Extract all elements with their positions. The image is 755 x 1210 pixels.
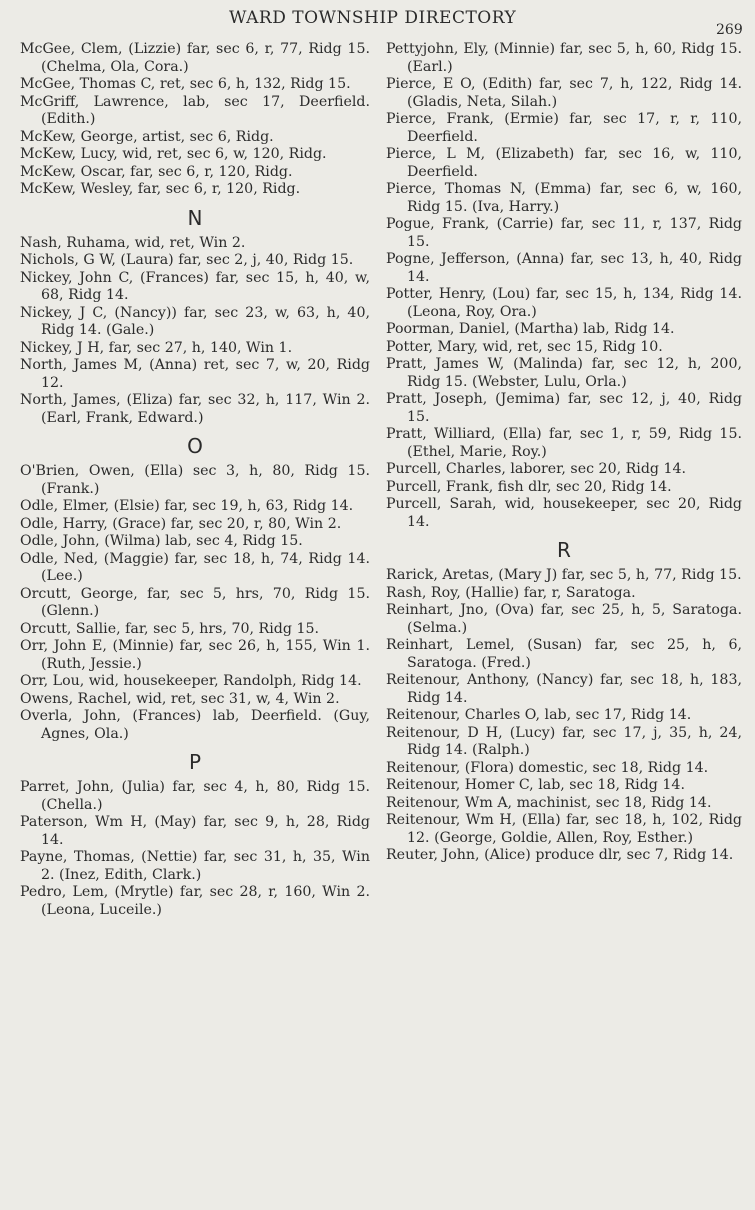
directory-entry: Nash, Ruhama, wid, ret, Win 2. bbox=[20, 234, 246, 251]
directory-entry: North, James M, (Anna) ret, sec 7, w, 20, Ridg 12. bbox=[20, 357, 370, 391]
directory-entry: Pratt, Joseph, (Jemima) far, sec 12, j, 40, Ridg 15. bbox=[386, 391, 742, 425]
directory-entry: Pratt, James W, (Malinda) far, sec 12, h, 200, Ridg 15. (Webster, Lulu, Orla.) bbox=[386, 356, 742, 390]
directory-entry: Purcell, Charles, laborer, sec 20, Ridg 14. bbox=[386, 461, 687, 477]
directory-entry: Odle, Elmer, (Elsie) far, sec 19, h, 63, Ridg 14. bbox=[20, 498, 354, 514]
directory-entry: Owens, Rachel, wid, ret, sec 31, w, 4, Win 2. bbox=[20, 690, 340, 707]
directory-entry: Payne, Thomas, (Nettie) far, sec 31, h, 35, Win 2. (Inez, Edith, Clark.) bbox=[20, 849, 370, 883]
directory-entry: Reuter, John, (Alice) produce dlr, sec 7, Ridg 14. bbox=[386, 847, 734, 863]
directory-entry: McKew, Wesley, far, sec 6, r, 120, Ridg. bbox=[20, 181, 301, 197]
directory-entry: Reinhart, Jno, (Ova) far, sec 25, h, 5, Saratoga. (Selma.) bbox=[386, 602, 742, 636]
directory-entry: McKew, Lucy, wid, ret, sec 6, w, 120, Ridg. bbox=[20, 146, 327, 162]
directory-entry: Nickey, John C, (Frances) far, sec 15, h, 40, w, 68, Ridg 14. bbox=[20, 269, 370, 303]
directory-entry: Nickey, J C, (Nancy)) far, sec 23, w, 63, h, 40, Ridg 14. (Gale.) bbox=[20, 304, 370, 338]
directory-entry: Pogne, Jefferson, (Anna) far, sec 13, h, 40, Ridg 14. bbox=[386, 251, 742, 285]
directory-entry: Reitenour, Anthony, (Nancy) far, sec 18, h, 183, Ridg 14. bbox=[386, 672, 742, 706]
directory-entry: Orcutt, George, far, sec 5, hrs, 70, Ridg 15. (Glenn.) bbox=[20, 585, 370, 619]
directory-entry: Purcell, Sarah, wid, housekeeper, sec 20, Ridg 14. bbox=[386, 496, 742, 530]
directory-entry: Pierce, E O, (Edith) far, sec 7, h, 122, Ridg 14. (Gladis, Neta, Silah.) bbox=[386, 76, 742, 110]
directory-entry: Odle, John, (Wilma) lab, sec 4, Ridg 15. bbox=[20, 533, 303, 549]
directory-entry: Pettyjohn, Ely, (Minnie) far, sec 5, h, 60, Ridg 15. (Earl.) bbox=[386, 41, 742, 75]
section-letter-heading: P bbox=[188, 750, 202, 774]
directory-entry: Pierce, Frank, (Ermie) far, sec 17, r, r, 110, Deerfield. bbox=[386, 111, 742, 145]
directory-entry: Pierce, Thomas N, (Emma) far, sec 6, w, 160, Ridg 15. (Iva, Harry.) bbox=[386, 181, 742, 215]
directory-entry: North, James, (Eliza) far, sec 32, h, 117, Win 2. (Earl, Frank, Edward.) bbox=[20, 392, 370, 426]
directory-entry: Poorman, Daniel, (Martha) lab, Ridg 14. bbox=[386, 321, 675, 337]
directory-entry: McKew, Oscar, far, sec 6, r, 120, Ridg. bbox=[20, 163, 293, 180]
right-column bbox=[386, 41, 742, 865]
page-header bbox=[0, 6, 755, 36]
directory-entry: Reitenour, (Flora) domestic, sec 18, Ridg 14. bbox=[386, 759, 709, 776]
directory-entry: McKew, George, artist, sec 6, Ridg. bbox=[20, 128, 274, 145]
directory-entry: Reitenour, D H, (Lucy) far, sec 17, j, 35, h, 24, Ridg 14. (Ralph.) bbox=[386, 724, 742, 758]
directory-title: WARD TOWNSHIP DIRECTORY bbox=[229, 8, 517, 28]
directory-entry: Odle, Harry, (Grace) far, sec 20, r, 80, Win 2. bbox=[20, 515, 342, 532]
directory-entry: Parret, John, (Julia) far, sec 4, h, 80, Ridg 15. (Chella.) bbox=[20, 779, 370, 813]
directory-entry: Nichols, G W, (Laura) far, sec 2, j, 40, Ridg 15. bbox=[20, 252, 354, 268]
section-letter-heading: R bbox=[557, 538, 571, 562]
directory-entry: Potter, Henry, (Lou) far, sec 15, h, 134, Ridg 14. (Leona, Roy, Ora.) bbox=[386, 286, 742, 320]
directory-entry: Rarick, Aretas, (Mary J) far, sec 5, h, 77, Ridg 15. bbox=[386, 567, 742, 583]
directory-entry: Reitenour, Charles O, lab, sec 17, Ridg 14. bbox=[386, 707, 692, 723]
directory-entry: McGriff, Lawrence, lab, sec 17, Deerfield. (Edith.) bbox=[20, 93, 370, 127]
directory-entry: Orcutt, Sallie, far, sec 5, hrs, 70, Ridg 15. bbox=[20, 620, 320, 637]
section-letter-heading: O bbox=[187, 434, 203, 458]
directory-entry: Pierce, L M, (Elizabeth) far, sec 16, w, 110, Deerfield. bbox=[386, 146, 742, 180]
directory-entry: Reitenour, Homer C, lab, sec 18, Ridg 14. bbox=[386, 777, 685, 793]
directory-entry: Paterson, Wm H, (May) far, sec 9, h, 28, Ridg 14. bbox=[20, 814, 370, 848]
page-number: 269 bbox=[716, 22, 743, 38]
directory-entry: Potter, Mary, wid, ret, sec 15, Ridg 10. bbox=[386, 338, 663, 355]
directory-entry: Odle, Ned, (Maggie) far, sec 18, h, 74, Ridg 14. (Lee.) bbox=[20, 550, 370, 584]
directory-entry: Orr, Lou, wid, housekeeper, Randolph, Ridg 14. bbox=[20, 673, 362, 689]
directory-entry: Orr, John E, (Minnie) far, sec 26, h, 155, Win 1. (Ruth, Jessie.) bbox=[20, 638, 370, 672]
directory-entry: Pedro, Lem, (Mrytle) far, sec 28, r, 160, Win 2. (Leona, Luceile.) bbox=[20, 884, 370, 918]
directory-entry: Purcell, Frank, fish dlr, sec 20, Ridg 14. bbox=[386, 478, 672, 495]
directory-entry: Reinhart, Lemel, (Susan) far, sec 25, h, 6, Saratoga. (Fred.) bbox=[386, 637, 742, 671]
directory-entry: Overla, John, (Frances) lab, Deerfield. (Guy, Agnes, Ola.) bbox=[20, 708, 370, 742]
directory-entry: Nickey, J H, far, sec 27, h, 140, Win 1. bbox=[20, 339, 293, 356]
directory-entry: Pratt, Williard, (Ella) far, sec 1, r, 59, Ridg 15. (Ethel, Marie, Roy.) bbox=[386, 426, 742, 460]
directory-entry: O'Brien, Owen, (Ella) sec 3, h, 80, Ridg 15. (Frank.) bbox=[20, 463, 370, 497]
left-column bbox=[20, 41, 370, 919]
directory-entry: McGee, Clem, (Lizzie) far, sec 6, r, 77, Ridg 15. (Chelma, Ola, Cora.) bbox=[20, 41, 370, 75]
directory-entry: Reitenour, Wm A, machinist, sec 18, Ridg 14. bbox=[386, 794, 712, 811]
directory-entry: Rash, Roy, (Hallie) far, r, Saratoga. bbox=[386, 584, 636, 601]
directory-entry: McGee, Thomas C, ret, sec 6, h, 132, Ridg 15. bbox=[20, 76, 351, 92]
section-letter-heading: N bbox=[187, 205, 203, 230]
directory-entry: Reitenour, Wm H, (Ella) far, sec 18, h, 102, Ridg 12. (George, Goldie, Allen, Roy, Esther.) bbox=[386, 812, 742, 846]
directory-entry: Pogue, Frank, (Carrie) far, sec 11, r, 137, Ridg 15. bbox=[386, 216, 742, 250]
